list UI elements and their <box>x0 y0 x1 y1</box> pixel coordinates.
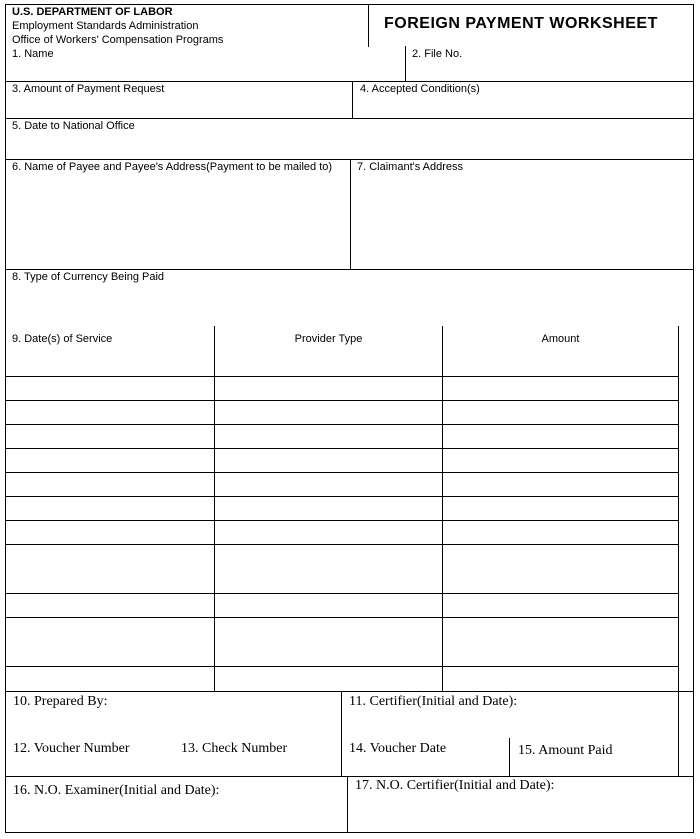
table-cell-amount[interactable] <box>443 594 677 617</box>
table-cell-dates[interactable] <box>6 377 213 400</box>
table-cell-amount[interactable] <box>443 377 677 400</box>
check-number-label: 13. Check Number <box>181 741 288 756</box>
table-cell-dates[interactable] <box>6 545 213 593</box>
table-cell-dates[interactable] <box>6 425 213 448</box>
certifier-label: 11. Certifier(Initial and Date): <box>349 694 518 709</box>
accepted-conditions-label: 4. Accepted Condition(s) <box>360 83 480 95</box>
office-name: Office of Workers' Compensation Programs <box>12 34 224 46</box>
date-national-office-label: 5. Date to National Office <box>12 120 135 132</box>
claimant-address-label: 7. Claimant's Address <box>357 161 464 173</box>
date-national-office-field[interactable] <box>6 119 693 159</box>
prepared-by-field[interactable] <box>6 710 341 738</box>
table-cell-provider[interactable] <box>215 497 441 520</box>
table-bottom-rule <box>5 691 694 692</box>
table-cell-amount[interactable] <box>443 497 677 520</box>
voucher-number-field[interactable] <box>6 757 176 776</box>
claimant-address-field[interactable] <box>351 176 693 269</box>
table-cell-dates[interactable] <box>6 497 213 520</box>
division-name: Employment Standards Administration <box>12 20 199 32</box>
table-header-provider: Provider Type <box>294 333 363 345</box>
table-header-amount: Amount <box>541 333 580 345</box>
table-cell-provider[interactable] <box>215 545 441 593</box>
amount-paid-field[interactable] <box>510 759 678 776</box>
name-field[interactable] <box>6 46 405 82</box>
table-cell-amount[interactable] <box>443 401 677 424</box>
name-label: 1. Name <box>12 48 54 60</box>
table-cell-amount[interactable] <box>443 473 677 496</box>
table-cell-dates[interactable] <box>6 401 213 424</box>
table-cell-amount[interactable] <box>443 521 677 544</box>
form-title: FOREIGN PAYMENT WORKSHEET <box>384 15 658 32</box>
footer-divider-right <box>678 691 679 776</box>
table-cell-provider[interactable] <box>215 425 441 448</box>
table-cell-provider[interactable] <box>215 449 441 472</box>
no-certifier-label: 17. N.O. Certifier(Initial and Date): <box>355 778 555 793</box>
voucher-date-field[interactable] <box>342 757 509 776</box>
agency-name: U.S. DEPARTMENT OF LABOR <box>12 6 173 18</box>
footer-mid-rule <box>5 776 694 777</box>
table-cell-provider[interactable] <box>215 618 441 666</box>
table-cell-provider[interactable] <box>215 594 441 617</box>
currency-label: 8. Type of Currency Being Paid <box>12 271 165 283</box>
payee-label: 6. Name of Payee and Payee's Address(Payment to be mailed to) <box>12 161 333 173</box>
table-cell-dates[interactable] <box>6 473 213 496</box>
no-examiner-label: 16. N.O. Examiner(Initial and Date): <box>13 783 220 798</box>
amount-request-label: 3. Amount of Payment Request <box>12 83 165 95</box>
payee-field[interactable] <box>6 189 350 269</box>
table-cell-provider[interactable] <box>215 473 441 496</box>
table-cell-amount[interactable] <box>443 545 677 593</box>
table-cell-dates[interactable] <box>6 667 213 691</box>
no-examiner-field[interactable] <box>6 800 347 832</box>
table-cell-amount[interactable] <box>443 667 677 691</box>
certifier-field[interactable] <box>342 710 678 738</box>
accepted-conditions-field[interactable] <box>353 82 693 118</box>
file-no-label: 2. File No. <box>412 48 463 60</box>
currency-field[interactable] <box>6 286 693 326</box>
table-cell-dates[interactable] <box>6 449 213 472</box>
table-cell-provider[interactable] <box>215 377 441 400</box>
no-certifier-field[interactable] <box>348 795 693 832</box>
table-cell-amount[interactable] <box>443 425 677 448</box>
table-cell-dates[interactable] <box>6 594 213 617</box>
table-cell-dates[interactable] <box>6 618 213 666</box>
outer-border-bottom <box>5 832 694 833</box>
file-no-field[interactable] <box>406 46 693 82</box>
table-cell-provider[interactable] <box>215 401 441 424</box>
prepared-by-label: 10. Prepared By: <box>13 694 108 709</box>
amount-request-field[interactable] <box>6 82 352 118</box>
table-header-dates: 9. Date(s) of Service <box>12 333 113 345</box>
amount-paid-label: 15. Amount Paid <box>518 743 613 758</box>
table-cell-amount[interactable] <box>443 449 677 472</box>
table-cell-provider[interactable] <box>215 521 441 544</box>
voucher-date-label: 14. Voucher Date <box>349 741 447 756</box>
table-col-divider-3 <box>678 326 679 692</box>
table-cell-dates[interactable] <box>6 521 213 544</box>
title-divider <box>368 4 369 47</box>
table-cell-provider[interactable] <box>215 667 441 691</box>
table-cell-amount[interactable] <box>443 618 677 666</box>
voucher-number-label: 12. Voucher Number <box>13 741 130 756</box>
outer-border-right <box>693 4 694 833</box>
check-number-field[interactable] <box>176 757 341 776</box>
